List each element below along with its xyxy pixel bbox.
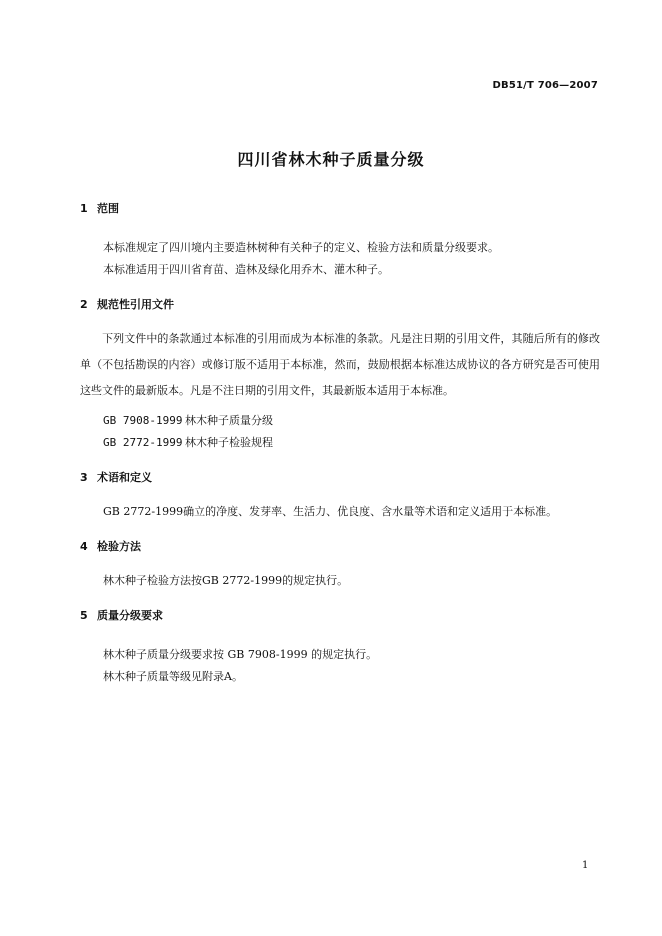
standard-code: DB51/T 706—2007 [492,80,598,91]
paragraph: 林木种子质量分级要求按 GB 7908-1999 的规定执行。 [103,648,378,661]
reference-item [103,434,273,450]
paragraph: 本标准规定了四川境内主要造林树种有关种子的定义、检验方法和质量分级要求。 [103,241,499,254]
reference-item [103,412,273,428]
section-heading-2 [80,296,174,312]
section-heading-3 [80,469,152,485]
paragraph: 林木种子检验方法按GB 2772-1999的规定执行。 [103,574,349,587]
section-number: 2 [80,298,88,311]
section-number: 5 [80,609,88,622]
paragraph: 下列文件中的条款通过本标准的引用而成为本标准的条款。凡是注日期的引用文件，其随后所有的修改单（不包括勘误的内容）或修订版不适用于本标准，然而，鼓励根据本标准达成协议的各方研究是否可使用这些文件的最新版本。凡是不注日期的引用文件，其最新版本适用于本标准。 [80,332,600,397]
section-number: 1 [80,202,88,215]
paragraph: GB 2772-1999确立的净度、发芽率、生活力、优良度、含水量等术语和定义适用于本标准。 [103,505,558,518]
section-heading-5 [80,607,163,623]
reference-name: 林木种子质量分级 [185,414,273,427]
document-title: 四川省林木种子质量分级 [237,150,425,169]
section-number: 4 [80,540,88,553]
paragraph-block [80,326,600,404]
section-title: 术语和定义 [97,471,152,484]
section-heading-4 [80,538,141,554]
page-number: 1 [582,860,589,871]
section-number: 3 [80,471,88,484]
section-title: 规范性引用文件 [97,298,174,311]
reference-name: 林木种子检验规程 [185,436,273,449]
reference-code: GB 2772-1999 [103,436,183,449]
paragraph: 林木种子质量等级见附录A。 [103,670,243,683]
section-title: 范围 [97,202,119,215]
section-heading-1 [80,200,119,216]
paragraph: 本标准适用于四川省育苗、造林及绿化用乔木、灌木种子。 [103,263,389,276]
reference-code: GB 7908-1999 [103,414,183,427]
section-title: 质量分级要求 [97,609,163,622]
section-title: 检验方法 [97,540,141,553]
